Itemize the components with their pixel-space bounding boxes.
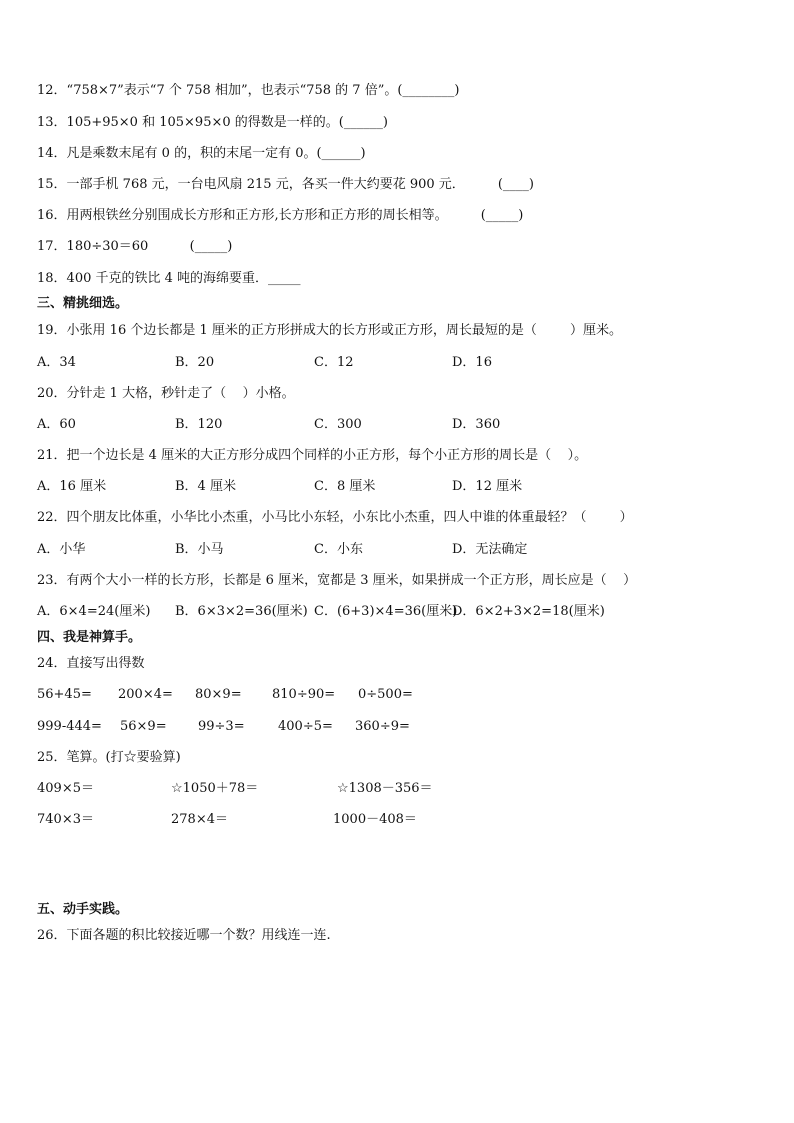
judge-item-18: 18．400 千克的铁比 4 吨的海绵要重．_____: [37, 271, 301, 286]
question-26: 26．下面各题的积比较接近哪一个数？用线连一连.: [37, 928, 331, 943]
option-22-a: A．小华: [37, 542, 86, 557]
judge-item-13: 13．105+95×0 和 105×95×0 的得数是一样的。(______): [37, 115, 388, 130]
option-23-d: D．6×2+3×2=18(厘米): [452, 604, 605, 619]
calc-24-9: 400÷5=: [278, 719, 333, 734]
judge-item-14: 14．凡是乘数末尾有 0 的，积的末尾一定有 0。(______): [37, 146, 366, 161]
calc-24-2: 200×4=: [118, 687, 173, 702]
question-24: 24．直接写出得数: [37, 656, 145, 671]
option-23-c: C．(6+3)×4=36(厘米): [314, 604, 458, 619]
option-21-b: B．4 厘米: [175, 479, 236, 494]
option-19-a: A．34: [37, 355, 76, 370]
question-22: 22．四个朋友比体重，小华比小杰重，小马比小东轻，小东比小杰重，四人中谁的体重最轻？（ ）: [37, 510, 633, 525]
option-20-d: D．360: [452, 417, 501, 432]
option-23-a: A．6×4=24(厘米): [37, 604, 151, 619]
judge-item-17: 17．180÷30＝60 (_____): [37, 239, 233, 254]
calc-24-3: 80×9=: [195, 687, 242, 702]
written-calc-25-1: 409×5＝: [37, 781, 94, 796]
question-23: 23．有两个大小一样的长方形，长都是 6 厘米，宽都是 3 厘米，如果拼成一个正方形，周长应是（ ）: [37, 573, 637, 588]
judge-item-15: 15．一部手机 768 元，一台电风扇 215 元，各买一件大约要花 900 元． (____): [37, 177, 534, 192]
question-25: 25．笔算。(打☆要验算): [37, 750, 181, 765]
judge-item-12: 12．“758×7”表示“7 个 758 相加”，也表示“758 的 7 倍”。(________): [37, 83, 460, 98]
calc-24-6: 999-444=: [37, 719, 102, 734]
written-calc-25-3: ☆1308－356＝: [337, 781, 433, 796]
question-19: 19．小张用 16 个边长都是 1 厘米的正方形拼成大的长方形或正方形，周长最短的是（ ）厘米。: [37, 323, 622, 338]
written-calc-25-5: 278×4＝: [171, 812, 228, 827]
option-20-c: C．300: [314, 417, 362, 432]
option-20-a: A．60: [37, 417, 76, 432]
written-calc-25-4: 740×3＝: [37, 812, 94, 827]
option-22-c: C．小东: [314, 542, 363, 557]
option-19-d: D．16: [452, 355, 492, 370]
written-calc-25-6: 1000－408＝: [333, 812, 417, 827]
option-21-d: D．12 厘米: [452, 479, 523, 494]
calc-24-5: 0÷500=: [358, 687, 413, 702]
question-20: 20．分针走 1 大格，秒针走了（ ）小格。: [37, 386, 295, 401]
calc-24-1: 56+45=: [37, 687, 92, 702]
calc-24-7: 56×9=: [120, 719, 167, 734]
section-heading-3: 三、精挑细选。: [37, 296, 129, 311]
option-22-d: D．无法确定: [452, 542, 528, 557]
option-19-c: C．12: [314, 355, 354, 370]
section-heading-5: 五、动手实践。: [37, 902, 129, 917]
question-21: 21．把一个边长是 4 厘米的大正方形分成四个同样的小正方形，每个小正方形的周长是（ ）。: [37, 448, 588, 463]
option-19-b: B．20: [175, 355, 215, 370]
option-22-b: B．小马: [175, 542, 224, 557]
section-heading-4: 四、我是神算手。: [37, 630, 142, 645]
calc-24-8: 99÷3=: [198, 719, 245, 734]
written-calc-25-2: ☆1050＋78＝: [171, 781, 259, 796]
calc-24-4: 810÷90=: [272, 687, 336, 702]
option-21-a: A．16 厘米: [37, 479, 107, 494]
option-21-c: C．8 厘米: [314, 479, 376, 494]
judge-item-16: 16．用两根铁丝分别围成长方形和正方形,长方形和正方形的周长相等。 (_____): [37, 208, 524, 223]
option-20-b: B．120: [175, 417, 223, 432]
calc-24-10: 360÷9=: [355, 719, 410, 734]
option-23-b: B．6×3×2=36(厘米): [175, 604, 308, 619]
